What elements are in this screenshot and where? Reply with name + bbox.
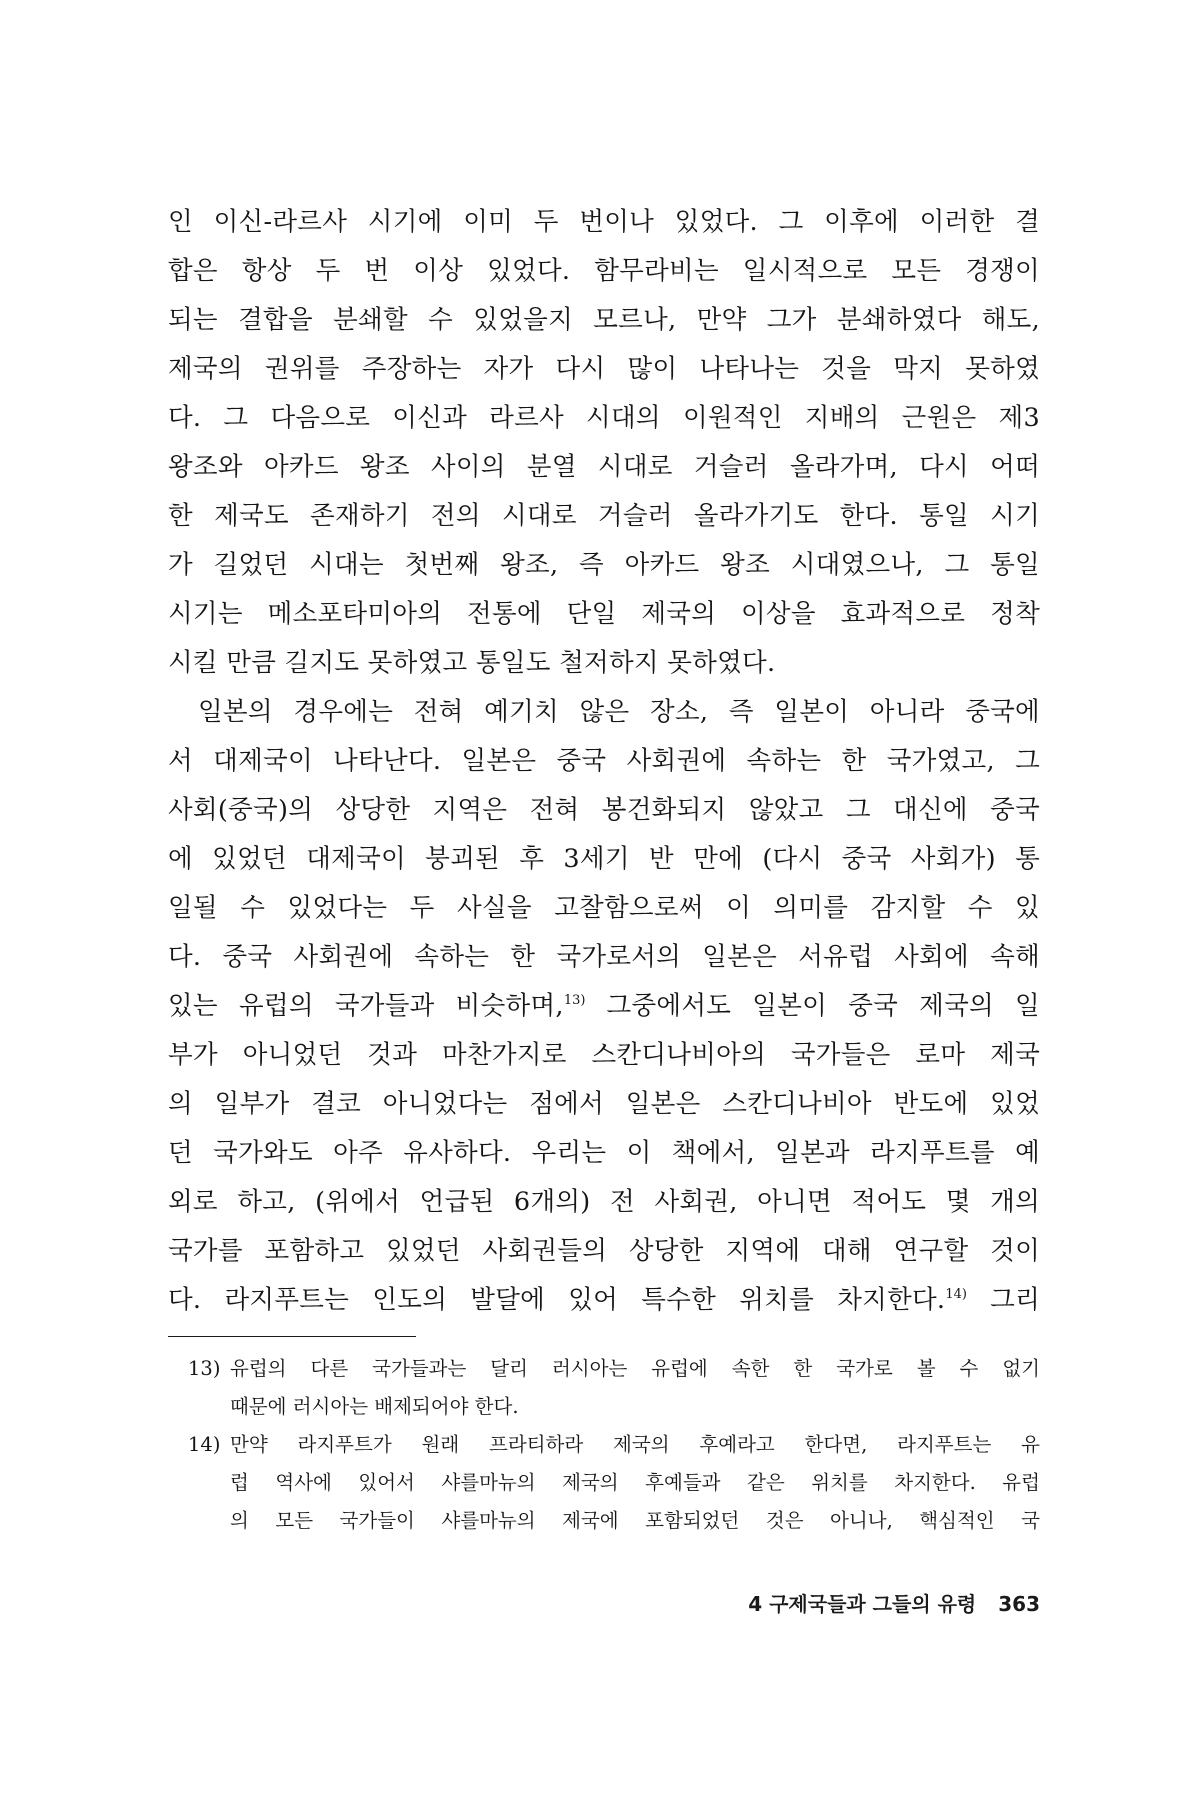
- footnote-14-continued: 럽 역사에 있어서 샤를마뉴의 제국의 후예들과 같은 위치를 차지한다. 유럽: [230, 1471, 1040, 1494]
- text-line-with-footnote-ref: [168, 1276, 1040, 1325]
- text-line: 일본의 경우에는 전혀 예기치 않은 장소, 즉 일본이 아니라 중국에: [198, 697, 1040, 727]
- footnotes: [168, 1350, 1040, 1540]
- text-segment: 있는 유럽의 국가들과 비슷하며,: [168, 991, 564, 1021]
- text-segment: 그중에서도 일본이 중국 제국의 일: [585, 991, 1040, 1021]
- footnote-13: [168, 1350, 1040, 1388]
- body-text: [168, 198, 1040, 1325]
- text-line: 제국의 권위를 주장하는 자가 다시 많이 나타나는 것을 막지 못하였: [168, 354, 1040, 384]
- text-line: 일될 수 있었다는 두 사실을 고찰함으로써 이 의미를 감지할 수 있: [168, 893, 1040, 923]
- text-line: 가 길었던 시대는 첫번째 왕조, 즉 아카드 왕조 시대였으나, 그 통일: [168, 550, 1040, 580]
- footnote-13-continued: 때문에 러시아는 배제되어야 한다.: [230, 1395, 519, 1418]
- text-segment: 그리: [966, 1285, 1040, 1315]
- text-line: 왕조와 아카드 왕조 사이의 분열 시대로 거슬러 올라가며, 다시 어떠: [168, 452, 1040, 482]
- footnote-ref-13[interactable]: 13): [563, 993, 586, 1008]
- footnote-14: [168, 1426, 1040, 1464]
- text-line: 사회(중국)의 상당한 지역은 전혀 봉건화되지 않았고 그 대신에 중국: [168, 795, 1040, 825]
- page-number: 363: [998, 1592, 1040, 1616]
- text-line: 한 제국도 존재하기 전의 시대로 거슬러 올라가기도 한다. 통일 시기: [168, 501, 1040, 531]
- running-footer: [748, 1588, 1040, 1617]
- footnote-text: 만약 라지푸트가 원래 프라티하라 제국의 후예라고 한다면, 라지푸트는 유: [230, 1433, 1040, 1456]
- text-line: 국가를 포함하고 있었던 사회권들의 상당한 지역에 대해 연구할 것이: [168, 1236, 1040, 1266]
- footnote-14-continued: 의 모든 국가들이 샤를마뉴의 제국에 포함되었던 것은 아니나, 핵심적인 국: [230, 1509, 1040, 1532]
- text-line: 합은 항상 두 번 이상 있었다. 함무라비는 일시적으로 모든 경쟁이: [168, 256, 1040, 286]
- running-head: 4 구제국들과 그들의 유령: [748, 1592, 977, 1616]
- text-line-with-footnote-ref: [168, 982, 1040, 1031]
- text-line: 의 일부가 결코 아니었다는 점에서 일본은 스칸디나비아 반도에 있었: [168, 1089, 1040, 1119]
- footnote-divider: [168, 1336, 416, 1337]
- footnote-ref-14[interactable]: 14): [945, 1287, 967, 1302]
- text-line: 서 대제국이 나타난다. 일본은 중국 사회권에 속하는 한 국가였고, 그: [168, 746, 1040, 776]
- footnote-number: 14): [188, 1433, 221, 1456]
- text-line: 부가 아니었던 것과 마찬가지로 스칸디나비아의 국가들은 로마 제국: [168, 1040, 1040, 1070]
- text-segment: 다. 라지푸트는 인도의 발달에 있어 특수한 위치를 차지한다.: [168, 1285, 946, 1315]
- text-line: 되는 결합을 분쇄할 수 있었을지 모르나, 만약 그가 분쇄하였다 해도,: [168, 305, 1040, 335]
- text-line: 외로 하고, (위에서 언급된 6개의) 전 사회권, 아니면 적어도 몇 개의: [168, 1187, 1040, 1217]
- text-line: 던 국가와도 아주 유사하다. 우리는 이 책에서, 일본과 라지푸트를 예: [168, 1138, 1040, 1168]
- text-line: 다. 그 다음으로 이신과 라르사 시대의 이원적인 지배의 근원은 제3: [168, 403, 1040, 433]
- footnote-text: 유럽의 다른 국가들과는 달리 러시아는 유럽에 속한 한 국가로 볼 수 없기: [230, 1357, 1040, 1380]
- text-line: 시킬 만큼 길지도 못하였고 통일도 철저하지 못하였다.: [168, 648, 776, 678]
- text-line: 인 이신-라르사 시기에 이미 두 번이나 있었다. 그 이후에 이러한 결: [168, 207, 1040, 237]
- text-line: 다. 중국 사회권에 속하는 한 국가로서의 일본은 서유럽 사회에 속해: [168, 942, 1040, 972]
- text-line: 시기는 메소포타미아의 전통에 단일 제국의 이상을 효과적으로 정착: [168, 599, 1040, 629]
- footnote-number: 13): [188, 1357, 221, 1380]
- text-line: 에 있었던 대제국이 붕괴된 후 3세기 반 만에 (다시 중국 사회가) 통: [168, 844, 1040, 874]
